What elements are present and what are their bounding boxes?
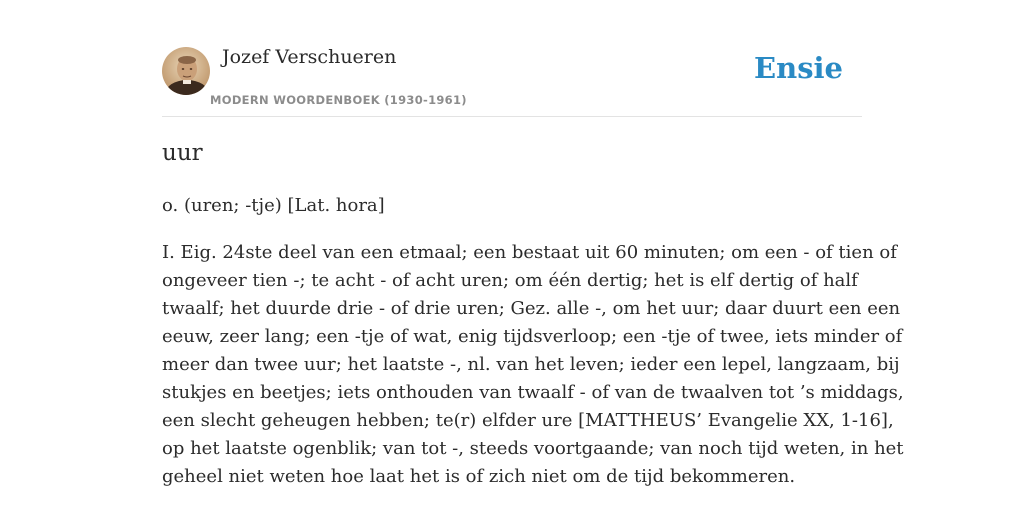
definition-line: op het laatste ogenblik; van tot -, steeds voortgaande; van noch tijd weten, in het [162,438,904,459]
definition-line: geheel niet weten hoe laat het is of zich niet om de tijd bekommeren. [162,466,796,487]
headword: uur [162,140,203,166]
author-name[interactable]: Jozef Verschueren [222,46,397,68]
definition-line: ongeveer tien -; te acht - of acht uren; om één dertig; het is elf dertig of half [162,270,858,291]
grammar-note: o. (uren; -tje) [Lat. hora] [162,195,385,216]
definition-line: stukjes en beetjes; iets onthouden van twaalf - of van de twaalven tot ’s middags, [162,382,904,403]
author-avatar[interactable] [162,47,210,95]
entry-card [162,0,904,512]
entry-header [162,0,862,117]
definition-line: I. Eig. 24ste deel van een etmaal; een bestaat uit 60 minuten; om een - of tien of [162,242,897,263]
definition-line: meer dan twee uur; het laatste -, nl. van het leven; ieder een lepel, langzaam, bij [162,354,900,375]
definition-line: eeuw, zeer lang; een -tje of wat, enig tijdsverloop; een -tje of twee, iets minder of [162,326,903,347]
definition-text [162,239,904,491]
author-portrait-icon [162,47,210,95]
dictionary-name[interactable]: MODERN WOORDENBOEK (1930-1961) [210,93,467,107]
ensie-logo[interactable]: Ensie [754,51,843,85]
definition-line: een slecht geheugen hebben; te(r) elfder ure [MATTHEUS’ Evangelie XX, 1-16], [162,410,894,431]
definition-line: twaalf; het duurde drie - of drie uren; Gez. alle -, om het uur; daar duurt een een [162,298,901,319]
